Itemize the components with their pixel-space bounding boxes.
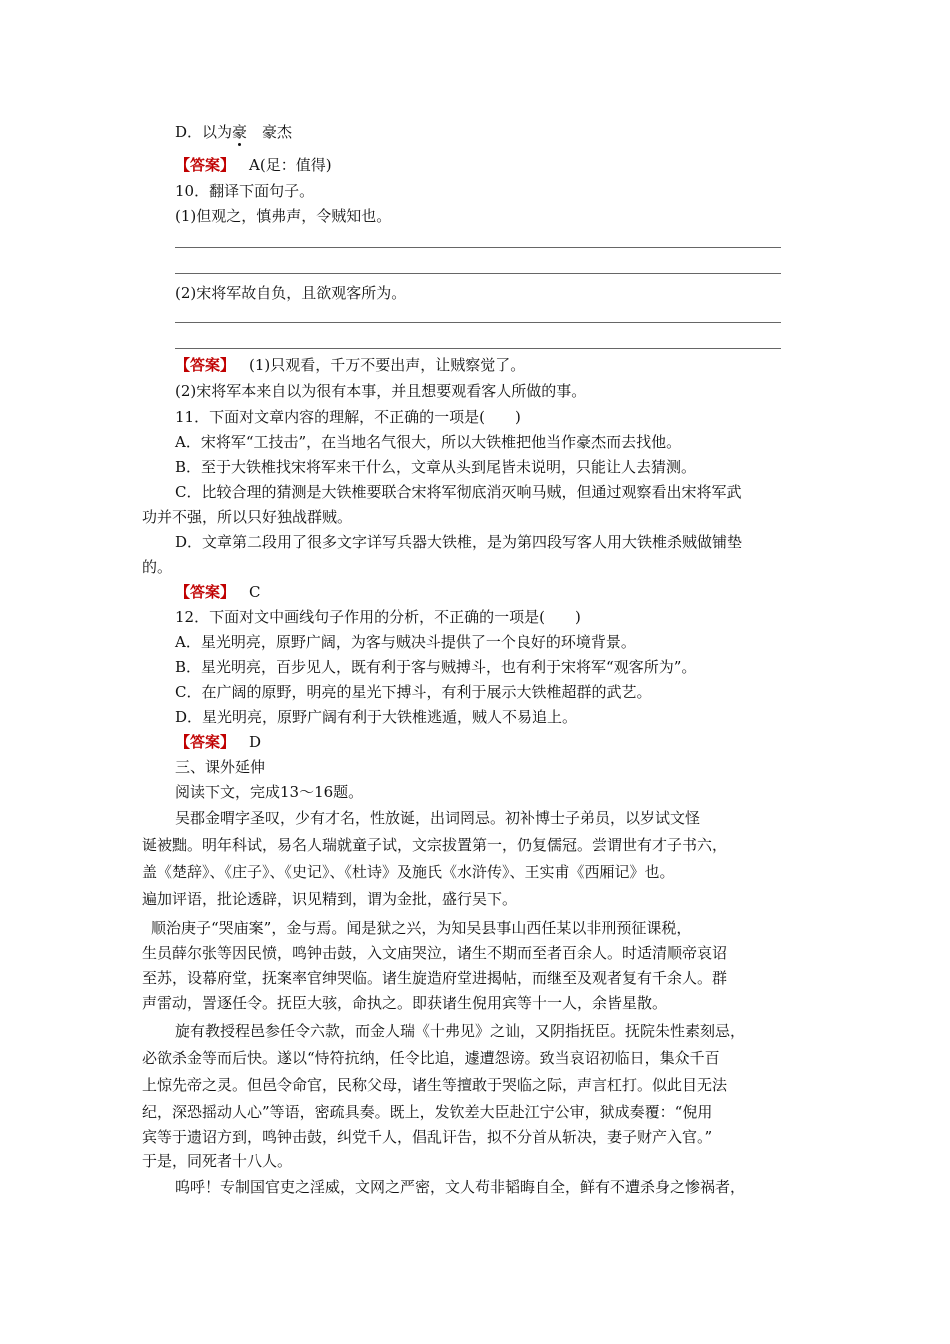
answer-label: 【答案】 bbox=[175, 156, 236, 174]
answer-line bbox=[175, 322, 781, 323]
answer-line bbox=[175, 348, 781, 349]
emphasis-char: 豪 bbox=[232, 123, 248, 141]
q12-option-d: D．星光明亮，原野广阔有利于大铁椎逃遁，贼人不易追上。 bbox=[175, 708, 578, 726]
q11-option-a: A．宋将军“工技击”，在当地名气很大，所以大铁椎把他当作豪杰而去找他。 bbox=[175, 433, 682, 451]
q11-stem: 11．下面对文章内容的理解，不正确的一项是( ) bbox=[175, 408, 521, 426]
q10-stem: 10．翻译下面句子。 bbox=[175, 182, 315, 200]
q11-option-d: D．文章第二段用了很多文字详写兵器大铁椎，是为第四段写客人用大铁椎杀贼做铺垫 bbox=[175, 533, 743, 551]
q11-option-c: C．比较合理的猜测是大铁椎要联合宋将军彻底消灭响马贼，但通过观察看出宋将军武 bbox=[175, 483, 742, 501]
q11-option-c-cont: 功并不强，所以只好独战群贼。 bbox=[142, 508, 353, 526]
q12-option-a: A．星光明亮，原野广阔，为客与贼决斗提供了一个良好的环境背景。 bbox=[175, 633, 636, 651]
answer-line bbox=[175, 273, 781, 274]
q11-option-d-cont: 的。 bbox=[142, 558, 173, 576]
q10-sentence-2: (2)宋将军故自负，且欲观客所为。 bbox=[175, 284, 407, 302]
answer-label: 【答案】 bbox=[175, 733, 236, 751]
q10-sentence-1: (1)但观之，慎弗声，令贼知也。 bbox=[175, 207, 392, 225]
reading-intro: 阅读下文，完成13～16题。 bbox=[175, 783, 364, 801]
answer-10: 【答案】 (1)只观看，千万不要出声，让贼察觉了。 bbox=[175, 356, 526, 374]
answer-12: 【答案】 D bbox=[175, 733, 262, 751]
answer-10-line-2: (2)宋将军本来自以为很有本事，并且想要观看客人所做的事。 bbox=[175, 382, 587, 400]
answer-label: 【答案】 bbox=[175, 583, 236, 601]
answer-9: 【答案】 A(足：值得) bbox=[175, 156, 332, 174]
answer-label: 【答案】 bbox=[175, 356, 236, 374]
q12-stem: 12．下面对文中画线句子作用的分析，不正确的一项是( ) bbox=[175, 608, 581, 626]
q9-option-d: D．以为豪 豪杰 bbox=[175, 123, 293, 141]
q12-option-c: C．在广阔的原野，明亮的星光下搏斗，有利于展示大铁椎超群的武艺。 bbox=[175, 683, 652, 701]
section-3-title: 三、课外延伸 bbox=[175, 758, 266, 776]
answer-11: 【答案】 C bbox=[175, 583, 261, 601]
answer-line bbox=[175, 247, 781, 248]
q12-option-b: B．星光明亮，百步见人，既有利于客与贼搏斗，也有利于宋将军“观客所为”。 bbox=[175, 658, 697, 676]
q11-option-b: B．至于大铁椎找宋将军来干什么，文章从头到尾皆未说明，只能让人去猜测。 bbox=[175, 458, 697, 476]
